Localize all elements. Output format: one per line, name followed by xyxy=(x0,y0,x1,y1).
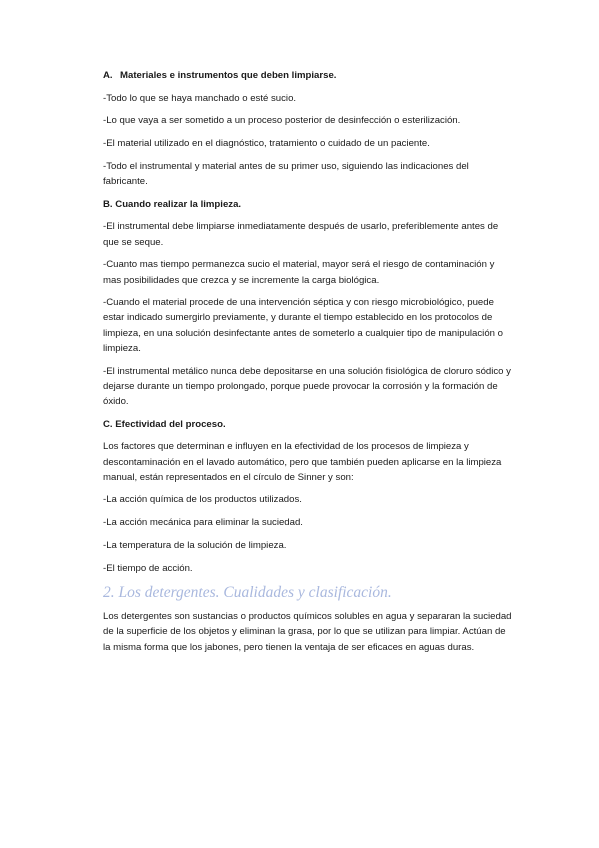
section-b-heading: B. Cuando realizar la limpieza. xyxy=(103,198,242,210)
section-a-item: -Todo lo que se haya manchado o esté sucio. xyxy=(103,92,297,104)
section-a-item: -El material utilizado en el diagnóstico, tratamiento o cuidado de un paciente. xyxy=(103,138,430,150)
document-body xyxy=(103,68,515,662)
section-a-item: -Lo que vaya a ser sometido a un proceso posterior de desinfección o esterilización. xyxy=(103,115,461,127)
section-b-item: -Cuando el material procede de una intervención séptica y con riesgo microbiológico, puede estar indicado sumergirlo previamente, y durante el tiempo establecido en los protocolos de limpieza, en una solución desinfectante antes de someterlo a cualquier tipo de manipulación o limpieza. xyxy=(103,297,503,354)
section-c-item: -La acción química de los productos utilizados. xyxy=(103,494,302,506)
section-b-item: -El instrumental metálico nunca debe depositarse en una solución fisiológica de cloruro sódico y dejarse durante un tiempo prolongado, porque puede provocar la corrosión y la formación de óxido. xyxy=(103,365,511,407)
section-2-body: Los detergentes son sustancias o productos químicos solubles en agua y separaran la suciedad de la superficie de los objetos y eliminan la grasa, por lo que se utilizan para limpiar. Actúan de la misma forma que los jabones, pero tienen la ventaja de ser eficaces en aguas duras. xyxy=(103,611,512,653)
section-c-item: -La acción mecánica para eliminar la suciedad. xyxy=(103,517,303,529)
section-c-item: -El tiempo de acción. xyxy=(103,562,193,574)
section-a-letter: A. xyxy=(103,70,113,81)
section-2-title: 2. Los detergentes. Cualidades y clasificación. xyxy=(103,584,392,602)
section-b-item: -El instrumental debe limpiarse inmediatamente después de usarlo, preferiblemente antes de que se seque. xyxy=(103,221,499,248)
section-c-item: -La temperatura de la solución de limpieza. xyxy=(103,539,287,551)
section-a-item: -Todo el instrumental y material antes de su primer uso, siguiendo las indicaciones del fabricante. xyxy=(103,160,469,188)
section-c-heading: C. Efectividad del proceso. xyxy=(103,418,226,430)
section-a-title: Materiales e instrumentos que deben limpiarse. xyxy=(120,70,337,81)
section-b-item: -Cuanto mas tiempo permanezca sucio el material, mayor será el riesgo de contaminación y mas posibilidades que crezca y se incremente la carga biológica. xyxy=(103,259,495,286)
section-a-heading xyxy=(103,68,515,83)
section-c-intro: Los factores que determinan e influyen en la efectividad de los procesos de limpieza y descontaminación en el lavado automático, pero que también pueden aplicarse en la limpieza manual, están representados en el círculo de Sinner y son: xyxy=(103,441,502,483)
